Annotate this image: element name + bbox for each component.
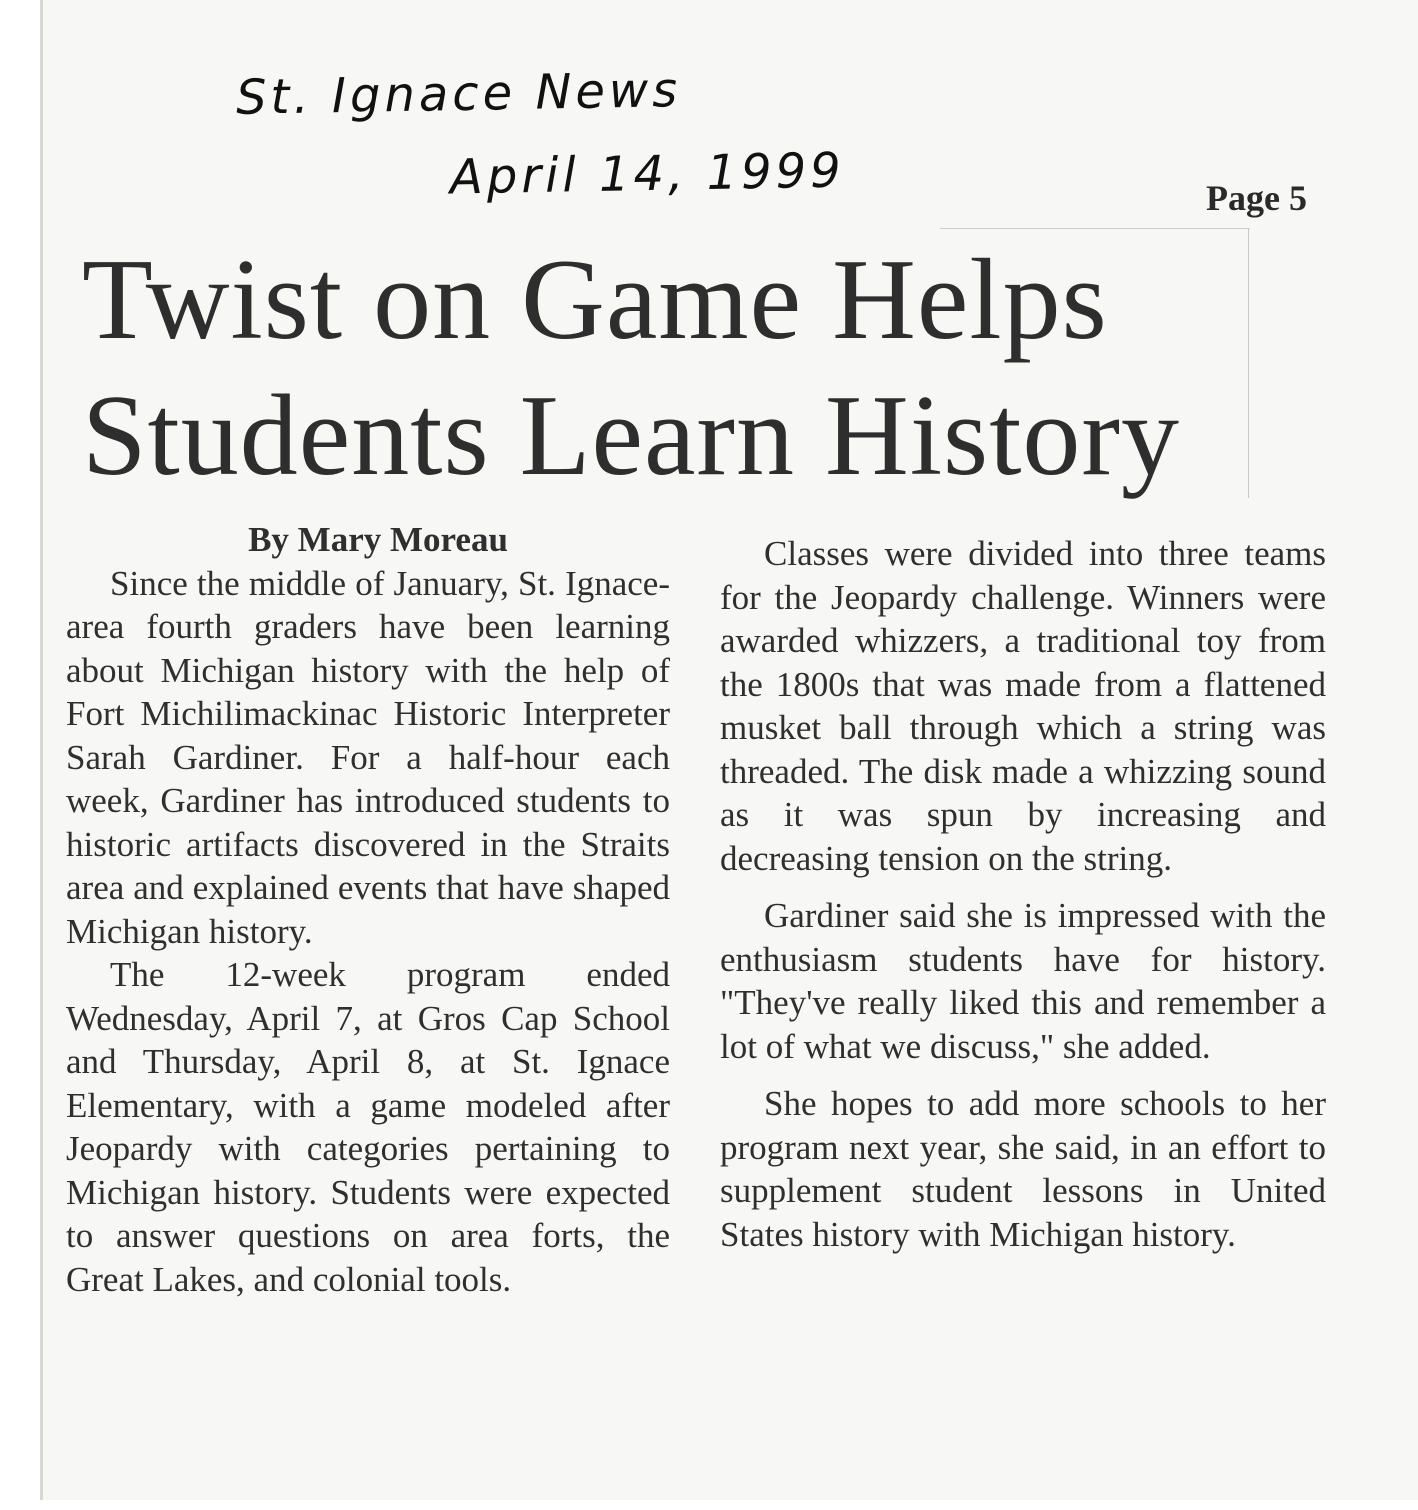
right-column [720,532,1326,1270]
handwritten-date: April 14, 1999 [449,142,846,206]
paragraph: Classes were divided into three teams for the Jeopardy challenge. Winners were awarded whizzers, a traditional toy from the 1800s that was made from a flattened musket ball through which a string was threaded. The disk made a whizzing sound as it was spun by increasing and decreasing tension on the string. [720,534,1326,878]
paragraph: Gardiner said she is impressed with the enthusiasm students have for history. "They've really liked this and remember a lot of what we discuss," she added. [720,896,1326,1066]
paragraph: The 12-week program ended Wednesday, April 7, at Gros Cap School and Thursday, April 8, at St. Ignace Elementary, with a game modeled after Jeopardy with categories pertaining to Michigan history. Students were expected to answer questions on area forts, the Great Lakes, and colonial tools. [66,955,670,1299]
clipping-edge [40,0,43,1500]
paragraph: She hopes to add more schools to her program next year, she said, in an effort to supplement student lessons in United States history with Michigan history. [720,1084,1326,1254]
headline-line-1: Twist on Game Helps [82,236,1108,364]
page-label: Page 5 [1206,178,1307,218]
handwritten-publication: St. Ignace News [235,62,682,126]
paragraph: Since the middle of January, St. Ignace-area fourth graders have been learning about Michigan history with the help of Fort Michilimackinac Historic Interpreter Sarah Gardiner. For a half-hour each week, Gardiner has introduced students to historic artifacts discovered in the Straits area and explained events that have shaped Michigan history. [66,563,670,951]
headline-line-2: Students Learn History [82,372,1181,500]
bleed-through-line [940,228,1250,229]
headline [82,232,1342,504]
byline: By Mary Moreau [248,520,508,559]
left-column [66,518,670,1301]
